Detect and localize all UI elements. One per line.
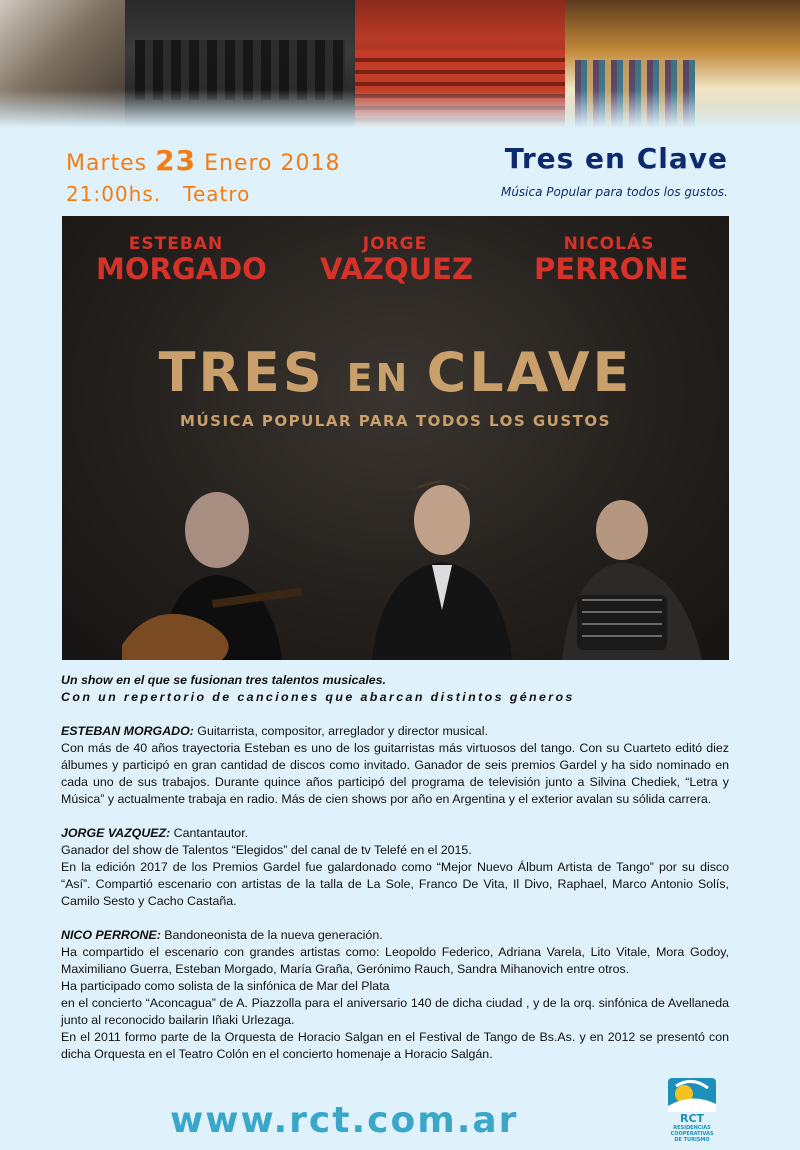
singer-figure: [362, 470, 522, 660]
morgado-bio: Con más de 40 años trayectoria Esteban es uno de los guitarristas más virtuosos del tango. Con su Cuarteto editó diez álbumes y participó en gran cantidad de discos como invitado. Ganador de seis premios Gardel y ha sido nominado en cada uno de sus trabajos. Durante quince años participó del programa de televisión junto a Silvina Chediek, “Letra y Música” y actualmente trabaja en radio. Más de cien shows por año en Argentina y el exterior avalan su sólida carrera.: [61, 741, 729, 806]
perrone-role: Bandoneonista de la nueva generación.: [160, 928, 383, 942]
event-date: [66, 146, 341, 179]
website-link[interactable]: www.rct.com.ar: [170, 1100, 519, 1141]
show-title: Tres en Clave: [504, 142, 728, 175]
intro-line-2: Con un repertorio de canciones que abarcan distintos géneros: [61, 690, 575, 704]
vazquez-role: Cantantautor.: [170, 826, 249, 840]
morgado-name: ESTEBAN MORGADO:: [61, 724, 194, 738]
poster-title-part3: CLAVE: [426, 341, 633, 404]
event-weekday: Martes: [66, 151, 148, 176]
poster-artist-vazquez: [320, 234, 473, 286]
poster-subtitle: MÚSICA POPULAR PARA TODOS LOS GUSTOS: [180, 412, 611, 430]
vazquez-bio-2: En la edición 2017 de los Premios Gardel fue galardonado como “Mejor Nuevo Álbum Artista de Tango” por su disco “Así”. Compartió escenario con artistas de la talla de La Sole, Franco De Vita, Il Divo, Raphael, Marco Antonio Solís, Camilo Sesto y Cacho Castaña.: [61, 860, 729, 908]
poster-title: [62, 341, 729, 404]
vazquez-bio-1: Ganador del show de Talentos “Elegidos” del canal de tv Telefé en el 2015.: [61, 843, 472, 857]
photo-theater-seats: [355, 0, 565, 128]
photo-singer-on-stage: [0, 0, 125, 128]
photo-orchestra: [125, 0, 355, 128]
logo-main-text: RCT: [679, 1112, 705, 1125]
logo-sub-text-3: DE TURISMO: [674, 1137, 710, 1143]
perrone-bio-2: Ha participado como solista de la sinfónica de Mar del Plata: [61, 979, 390, 993]
poster-title-part1: TRES: [158, 341, 347, 404]
morgado-role: Guitarrista, compositor, arreglador y director musical.: [193, 724, 488, 738]
perrone-bio-4: En el 2011 formo parte de la Orquesta de Horacio Salgan en el Festival de Tango de Bs.As. y en 2012 se presentó con dicha Orquesta en el Teatro Colón en el concierto homenaje a Horacio Salgán.: [61, 1030, 729, 1061]
event-time-venue: [66, 179, 341, 209]
poster-title-part2: EN: [346, 356, 427, 400]
poster-artist-perrone: [534, 234, 689, 286]
artist-first-name: JORGE: [362, 234, 428, 254]
photo-audience: [565, 0, 800, 128]
perrone-heading: [61, 927, 729, 944]
artist-last-name: VAZQUEZ: [320, 252, 473, 286]
intro-line-1: Un show en el que se fusionan tres talentos musicales.: [61, 673, 387, 687]
event-venue: Teatro: [183, 182, 251, 206]
show-poster: [62, 216, 729, 660]
morgado-heading: [61, 723, 729, 740]
event-date-block: [66, 146, 341, 209]
show-title-block: [501, 142, 728, 199]
logo-sub-text-2: COOPERATIVAS: [670, 1131, 714, 1137]
event-time: 21:00hs.: [66, 182, 162, 206]
poster-artist-morgado: [96, 234, 267, 286]
artist-last-name: PERRONE: [534, 252, 689, 286]
event-description: [61, 672, 729, 1063]
event-month-year: Enero 2018: [204, 151, 341, 176]
perrone-bio-1: Ha compartido el escenario con grandes artistas como: Leopoldo Federico, Adriana Varela, Lito Vitale, Mora Godoy, Maximiliano Guerra, Esteban Morgado, María Graña, Gerónimo Rauch, Sandra Mihanovich entre otros.: [61, 945, 729, 976]
header-photo-collage: [0, 0, 800, 128]
artist-first-name: NICOLÁS: [563, 234, 655, 254]
perrone-bio-3: en el concierto “Aconcagua” de A. Piazzolla para el aniversario 140 de dicha ciudad , y de la orq. sinfónica de Avellaneda junto al reconocido bailarin Iñaki Urlezaga.: [61, 996, 729, 1027]
guitarist-figure: [122, 480, 312, 660]
event-day: 23: [155, 144, 197, 177]
artist-first-name: ESTEBAN: [128, 234, 224, 254]
show-subtitle: Música Popular para todos los gustos.: [500, 185, 728, 199]
perrone-name: NICO PERRONE:: [61, 928, 161, 942]
vazquez-heading: [61, 825, 729, 842]
bandoneon-player-figure: [522, 500, 722, 660]
logo-sub-text-1: RESIDENCIAS: [673, 1125, 711, 1131]
rct-logo-text: [662, 1112, 722, 1143]
vazquez-name: JORGE VAZQUEZ:: [61, 826, 171, 840]
artist-last-name: MORGADO: [96, 252, 267, 286]
